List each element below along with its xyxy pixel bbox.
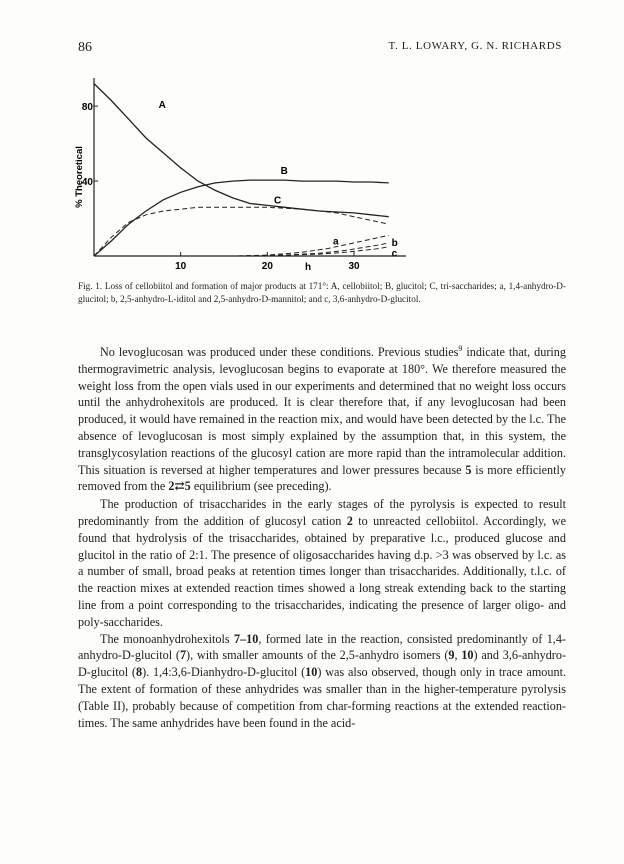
- paragraph-2: [78, 496, 566, 630]
- p3-text-7: ) was also observed, though only in trace amount. The extent of formation of these anhydrides was smaller than in the higher-temperature pyrolysis (Table II), probably because of competition from char-forming reactions at the extended reaction-times. The same anhydrides have been found in the acid-: [78, 665, 567, 730]
- caption-text: Loss of cellobiitol and formation of major products at 171°: A, cellobiitol; B, glucitol; C, tri-saccharides; a, 1,4-anhydro-D-glucitol; b, 2,5-anhydro-L-iditol and 2,5-anhydro-D-mannitol; and c, 3,6-anhydro-D-glucitol.: [78, 281, 566, 304]
- x-tick-label: 20: [261, 261, 273, 272]
- y-tick-label: 80: [81, 102, 93, 114]
- y-tick-label: 40: [81, 177, 93, 189]
- p2-text-1: The production of trisaccharides in the early stages of the pyrolysis is expected to result predominantly from the addition of glucosyl cation: [78, 497, 566, 529]
- p3-text-1: The monoanhydrohexitols: [100, 631, 234, 646]
- compound-7: 7: [179, 648, 187, 663]
- p3-text-3: ), with smaller amounts of the 2,5-anhydro isomers (: [186, 648, 449, 663]
- compounds-7-10: 7–10: [233, 631, 259, 646]
- page-number: 86: [78, 40, 92, 55]
- page-header: [78, 40, 562, 58]
- p3-text-2: , formed late in the reaction, consisted predominantly of 1,4-anhydro-D-glucitol (: [78, 631, 566, 663]
- figure-1-chart: [70, 70, 420, 276]
- series-label-a: a: [333, 236, 339, 248]
- compound-10: 10: [461, 648, 474, 663]
- x-tick-label: 30: [348, 261, 360, 272]
- p1-text-3: is more efficiently removed from the: [78, 462, 567, 494]
- series-line-a: [94, 235, 389, 256]
- series-label-c: c: [391, 248, 398, 260]
- paragraph-1: [78, 341, 566, 495]
- running-head: T. L. LOWARY, G. N. RICHARDS: [388, 40, 562, 52]
- series-label-B: B: [280, 166, 288, 178]
- p1-text-2: indicate that, during thermogravimetric analysis, levoglucosan begins to evaporate at 180°. We therefore measured the weight loss from the open vials used in our experiments and determined that no weight loss occurs until the anhydrohexitols are produced. It is clear therefore that, if any levoglucosan had been produced, it would have remained in the reaction mix, and would have been detected by the l.c. The absence of levoglucosan is most simply explained by the assumption that, in this system, the transglycosylation reactions of the glucosyl cation are more rapid than the intramolecular addition. This situation is reversed at higher temperatures and lower pressures because: [78, 345, 566, 477]
- series-group: [94, 84, 389, 256]
- compound-8: 8: [136, 665, 143, 680]
- equilibrium-2-5: 2⇄5: [168, 479, 191, 494]
- compound-2: 2: [346, 514, 353, 529]
- x-tick-label: 10: [175, 261, 187, 272]
- body-text: [78, 341, 566, 731]
- compound-10-dianhydro: 10: [305, 665, 318, 680]
- figure-caption: [78, 280, 566, 305]
- x-axis-label: h: [305, 262, 312, 273]
- compound-9: 9: [448, 648, 455, 663]
- y-axis-label: % Theoretical: [74, 146, 85, 208]
- series-label-A: A: [158, 99, 166, 111]
- compound-5: 5: [465, 462, 472, 477]
- p3-text-6: ). 1,4:3,6-Dianhydro-D-glucitol (: [142, 665, 306, 680]
- p1-text-4: equilibrium (see preceding).: [190, 479, 332, 494]
- series-line-C: [94, 207, 389, 256]
- p1-text-1: No levoglucosan was produced under these conditions. Previous studies: [100, 345, 459, 360]
- axis-ticks: [81, 99, 360, 272]
- caption-label: Fig. 1.: [78, 281, 103, 291]
- series-label-C: C: [274, 195, 282, 207]
- series-line-c: [94, 247, 389, 256]
- series-label-b: b: [391, 237, 398, 249]
- p3-text-4: ,: [454, 648, 462, 663]
- p2-text-2: to unreacted cellobiitol. Accordingly, we found that hydrolysis of the trisaccharides, obtained by preparative l.c., produced glucose and glucitol in the ratio of 2:1. The presence of oligosaccharides having d.p. >3 was observed by l.c. as a number of small, broad peaks at retention times longer than trisaccharides. Additionally, t.l.c. of the reaction mixes at extended reaction times showed a long streak extending back to the starting line from a point corresponding to the trisaccharides, indicating the presence of larger oligo- and poly-saccharides.: [78, 514, 566, 629]
- p3-text-5: ) and 3,6-anhydro-D-glucitol (: [78, 648, 567, 680]
- series-line-A: [94, 84, 389, 217]
- reference-9: 9: [458, 344, 463, 353]
- paragraph-3: [78, 631, 566, 732]
